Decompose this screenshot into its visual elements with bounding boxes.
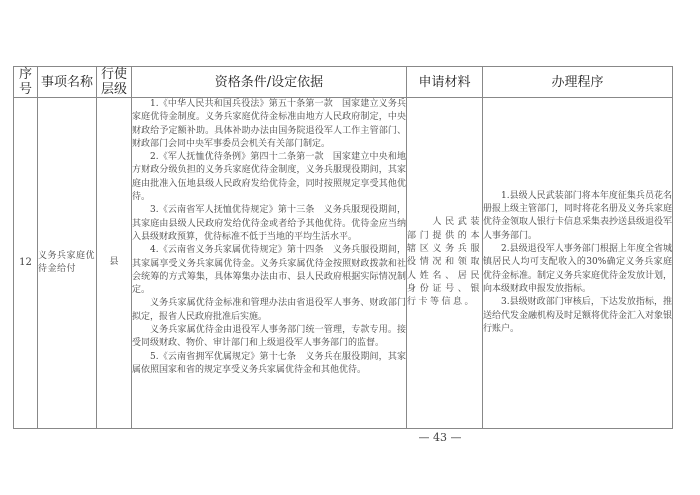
basis-clause-4: 4.《云南省义务兵家属优待规定》第十四条 义务兵服役期间，其家属享受义务兵家属优待金。义务兵家属优待金按照财政拨款和社会统筹的方式筹集，具体筹集办法由市、县人民政府根据实际情况制定。	[132, 245, 406, 296]
header-seq: 序号	[14, 67, 38, 98]
procedure-step-2: 2.县级退役军人事务部门根据上年度全省城镇居民人均可支配收入的30%确定义务兵家庭优待金标准。制定义务兵家庭优待金发放计划，向本级财政申报发放指标。	[483, 244, 673, 294]
procedure-step-3: 3.县级财政部门审核后，下达发放指标，推送给代发金融机构及时足额将优待金汇入对象银行账户。	[483, 297, 673, 334]
cell-seq: 12	[14, 98, 38, 429]
cell-basis	[132, 98, 407, 429]
basis-clause-3: 3.《云南省军人抚恤优待规定》第十三条 义务兵服现役期间，其家庭由县级人民政府发给优待金或者给予其他优待。优待金应当纳入县级财政预算，优待标准不低于当地的平均生活水平。	[132, 205, 406, 242]
service-item-table	[13, 66, 673, 429]
basis-clause-5: 5.《云南省拥军优属规定》第十七条 义务兵在服役期间，其家属依照国家和省的规定享受义务兵家属优待金和其他优待。	[132, 351, 406, 375]
page-number: — 43 —	[418, 431, 462, 444]
cell-procedure	[483, 98, 673, 429]
header-level: 行使层级	[97, 67, 132, 98]
basis-clause-1: 1.《中华人民共和国兵役法》第五十条第一款 国家建立义务兵家庭优待金制度。义务兵家庭优待金标准由地方人民政府制定，中央财政给予定额补助。具体补助办法由国务院退役军人工作主管部门、财政部门会同中央军事委员会机关有关部门制定。	[132, 99, 406, 149]
table-row	[14, 98, 673, 429]
cell-item-name: 义务兵家庭优待金给付	[38, 98, 97, 429]
header-item-name: 事项名称	[38, 67, 97, 98]
header-materials: 申请材料	[407, 67, 483, 98]
cell-level: 县	[97, 98, 132, 429]
table-header-row	[14, 67, 673, 98]
basis-clause-2: 2.《军人抚恤优待条例》第四十二条第一款 国家建立中央和地方财政分级负担的义务兵家庭优待金制度，义务兵服现役期间，其家庭由批准入伍地县级人民政府发给优待金，同时按照规定享受其他优待。	[132, 152, 406, 203]
cell-materials: 人民武装部门提供的本辖区义务兵服役情况和领取人姓名、居民身份证号、银行卡等信息。	[407, 98, 483, 429]
header-procedure: 办理程序	[483, 67, 673, 98]
header-basis: 资格条件/设定依据	[132, 67, 407, 98]
procedure-step-1: 1.县级人民武装部门将本年度征集兵员花名册报上级主管部门，同时将花名册及义务兵家庭优待金领取人银行卡信息采集表抄送县级退役军人事务部门。	[483, 190, 673, 241]
basis-clause-4b: 义务兵家属优待金标准和管理办法由省退役军人事务、财政部门拟定，报省人民政府批准后实施。	[132, 298, 406, 322]
basis-clause-4c: 义务兵家属优待金由退役军人事务部门统一管理，专款专用。接受同级财政、物价、审计部门和上级退役军人事务部门的监督。	[132, 325, 406, 349]
